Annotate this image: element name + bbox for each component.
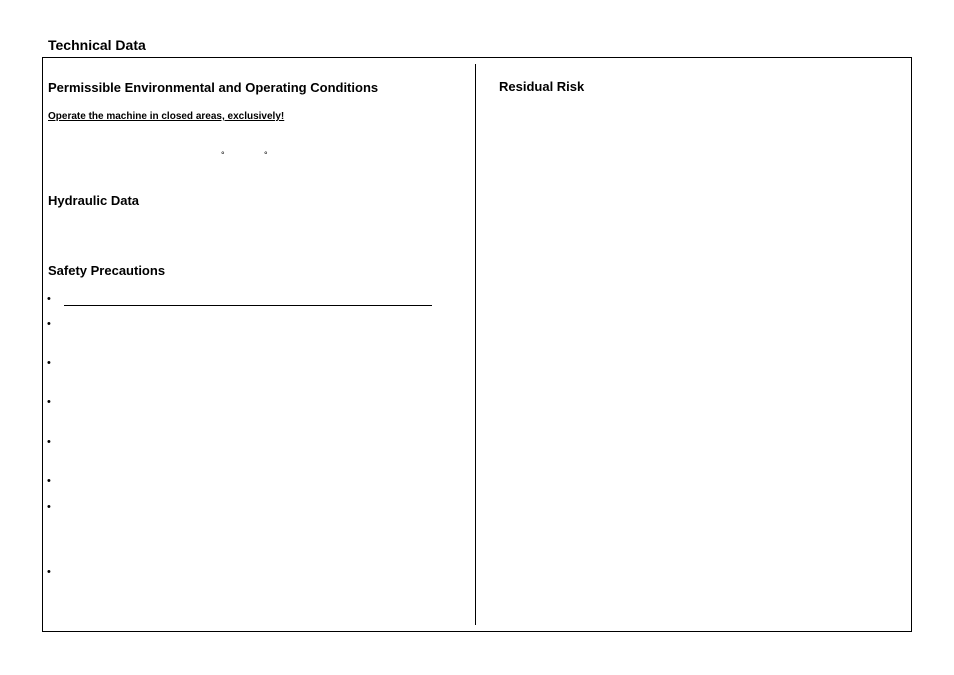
degree-symbol: ° bbox=[264, 150, 268, 160]
safety-bullet: • bbox=[47, 436, 51, 448]
safety-bullet: • bbox=[47, 293, 51, 305]
safety-bullet: • bbox=[47, 566, 51, 578]
safety-bullet: • bbox=[47, 475, 51, 487]
residual-risk-heading: Residual Risk bbox=[499, 79, 585, 94]
page-title: Technical Data bbox=[48, 37, 146, 53]
safety-bullet: • bbox=[47, 501, 51, 513]
safety-bullet: • bbox=[47, 396, 51, 408]
column-divider bbox=[475, 64, 476, 625]
hydraulic-heading: Hydraulic Data bbox=[48, 193, 140, 208]
safety-bullet: • bbox=[47, 357, 51, 369]
conditions-heading: Permissible Environmental and Operating Conditions bbox=[48, 80, 379, 95]
closed-areas-note: Operate the machine in closed areas, exclusively! bbox=[48, 111, 285, 122]
safety-heading: Safety Precautions bbox=[48, 263, 166, 278]
degree-symbol: ° bbox=[221, 150, 225, 160]
safety-bullet: • bbox=[47, 318, 51, 330]
content-frame bbox=[42, 57, 912, 632]
blank-fill-line bbox=[64, 305, 432, 306]
